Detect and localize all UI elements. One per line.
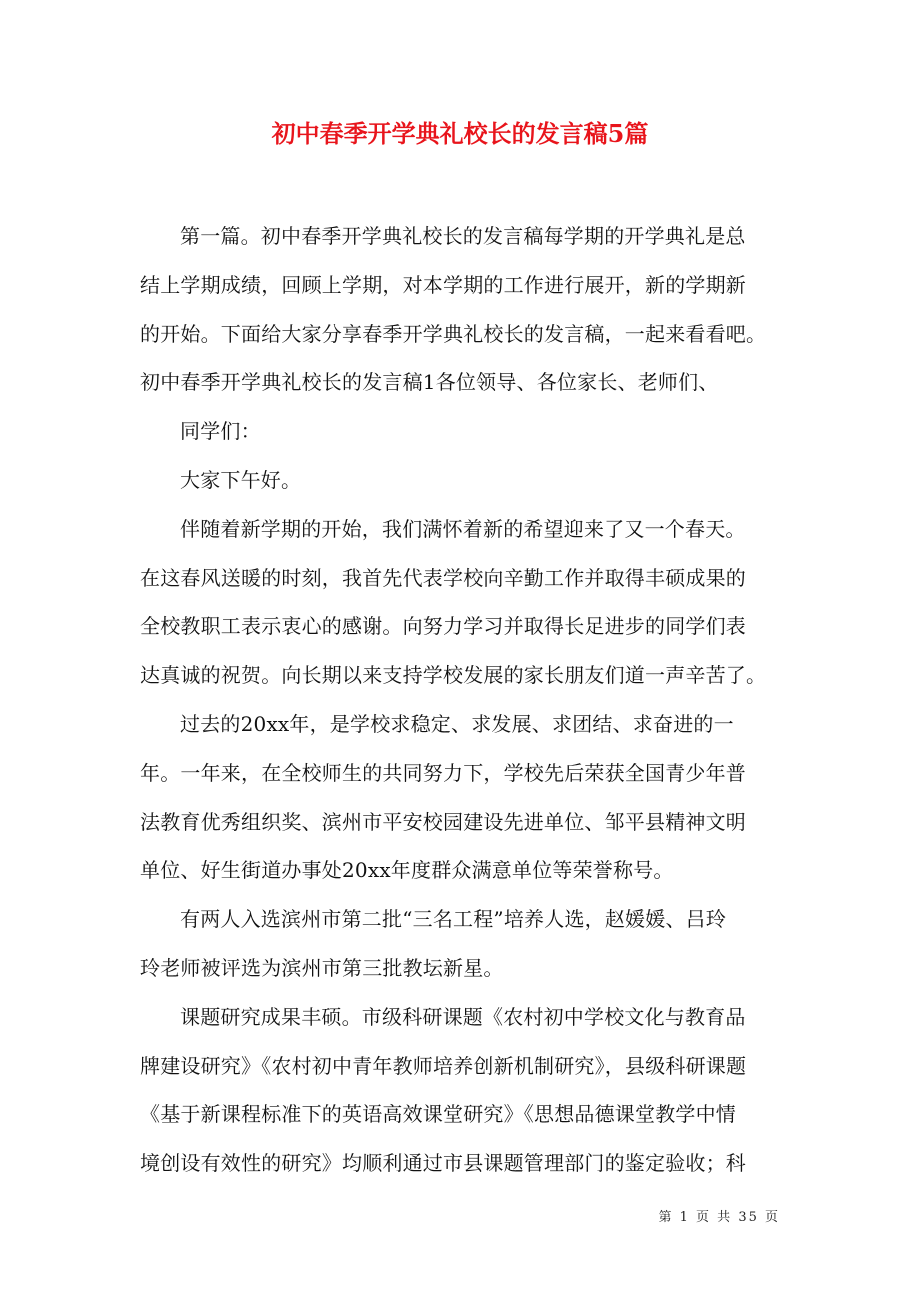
text-line: 课题研究成果丰硕。市级科研课题《农村初中学校文化与教育品 bbox=[180, 1004, 746, 1029]
text-line: 在这春风送暖的时刻，我首先代表学校向辛勤工作并取得丰硕成果的 bbox=[140, 565, 746, 590]
text-line: 牌建设研究》《农村初中青年教师培养创新机制研究》，县级科研课题 bbox=[140, 1053, 747, 1078]
text-line: 过去的20xx年，是学校求稳定、求发展、求团结、求奋进的一 bbox=[180, 711, 734, 736]
document-title: 初中春季开学典礼校长的发言稿5篇 bbox=[271, 119, 649, 148]
text-line: 达真诚的祝贺。向长期以来支持学校发展的家长朋友们道一声辛苦了。 bbox=[140, 663, 767, 688]
text-line: 的开始。下面给大家分享春季开学典礼校长的发言稿，一起来看看吧。 bbox=[140, 321, 767, 346]
text-line: 有两人入选滨州市第二批“三名工程”培养人选，赵媛媛、吕玲 bbox=[180, 907, 727, 932]
text-line: 初中春季开学典礼校长的发言稿1各位领导、各位家长、老师们、 bbox=[140, 370, 719, 395]
text-line: 法教育优秀组织奖、滨州市平安校园建设先进单位、邹平县精神文明 bbox=[140, 809, 746, 834]
text-line: 全校教职工表示衷心的感谢。向努力学习并取得长足进步的同学们表 bbox=[140, 614, 746, 639]
text-line: 单位、好生街道办事处20xx年度群众满意单位等荣誉称号。 bbox=[140, 858, 674, 883]
text-line: 玲老师被评选为滨州市第三批教坛新星。 bbox=[140, 955, 504, 980]
document-body bbox=[140, 212, 780, 1188]
text-line: 年。一年来，在全校师生的共同努力下，学校先后荣获全国青少年普 bbox=[140, 760, 746, 785]
text-line: 大家下午好。 bbox=[180, 467, 302, 492]
text-line: 境创设有效性的研究》均顺利通过市县课题管理部门的鉴定验收；科 bbox=[140, 1151, 746, 1176]
text-line: 伴随着新学期的开始，我们满怀着新的希望迎来了又一个春天。 bbox=[180, 516, 746, 541]
text-line: 《基于新课程标准下的英语高效课堂研究》《思想品德课堂教学中情 bbox=[140, 1102, 736, 1127]
text-line: 结上学期成绩，回顾上学期，对本学期的工作进行展开，新的学期新 bbox=[140, 272, 746, 297]
page-footer: 第 1 页 共 35 页 bbox=[658, 1210, 780, 1225]
text-line: 同学们： bbox=[180, 419, 261, 444]
text-line: 第一篇。初中春季开学典礼校长的发言稿每学期的开学典礼是总 bbox=[180, 224, 746, 248]
